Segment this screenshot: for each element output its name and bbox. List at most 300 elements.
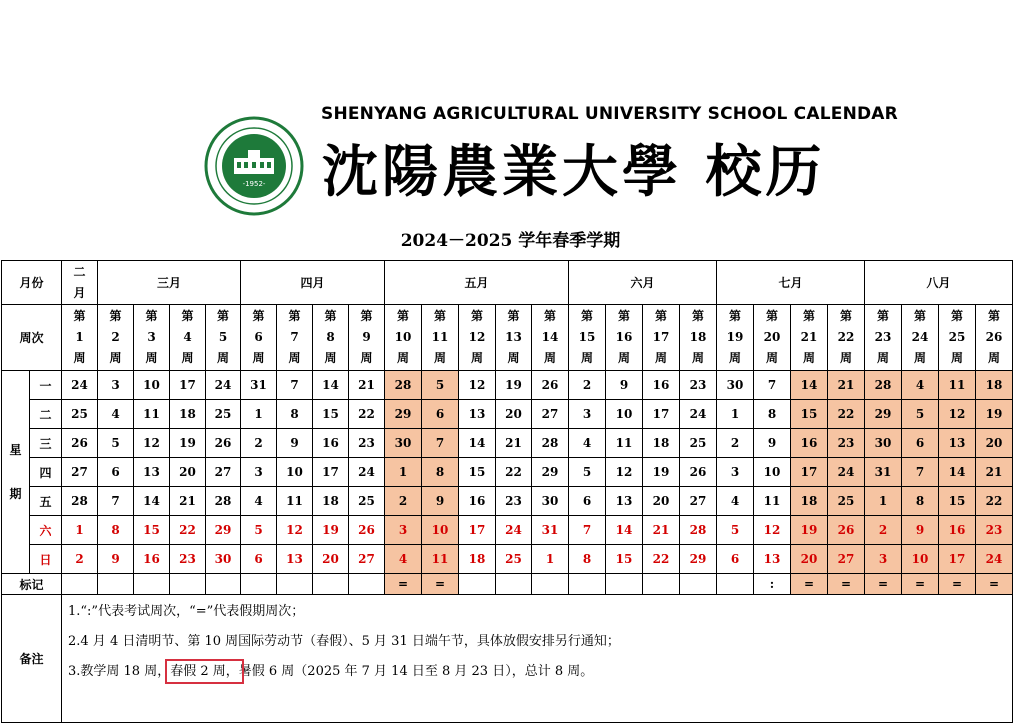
day-cell: 20 [496, 400, 532, 429]
day-cell: 17 [459, 516, 496, 545]
day-cell: 31 [865, 458, 902, 487]
mark-cell [606, 574, 643, 595]
week-number-header [902, 305, 939, 371]
day-cell: 8 [569, 545, 606, 574]
week-number: 9 [362, 330, 371, 344]
svg-text:-1952-: -1952- [242, 180, 266, 188]
day-cell: 1 [385, 458, 422, 487]
day-cell: 31 [241, 371, 277, 400]
week-number-header [717, 305, 754, 371]
week-number: 8 [326, 330, 335, 344]
day-cell: 5 [241, 516, 277, 545]
week-suffix: 周 [839, 351, 852, 365]
day-cell: 30 [206, 545, 241, 574]
day-cell: 3 [569, 400, 606, 429]
week-number-header [277, 305, 313, 371]
week-number: 4 [183, 330, 192, 344]
mark-cell [459, 574, 496, 595]
day-cell: 23 [170, 545, 206, 574]
day-cell: 26 [206, 429, 241, 458]
week-prefix: 第 [181, 309, 194, 323]
day-cell: 25 [496, 545, 532, 574]
mark-cell: : [754, 574, 791, 595]
mark-cell: = [385, 574, 422, 595]
day-cell: 27 [206, 458, 241, 487]
day-cell: 18 [643, 429, 680, 458]
day-cell: 19 [791, 516, 828, 545]
day-cell: 13 [939, 429, 976, 458]
note-line-3 [68, 657, 1012, 687]
day-cell: 18 [459, 545, 496, 574]
day-cell: 5 [902, 400, 939, 429]
day-cell: 24 [206, 371, 241, 400]
day-cell: 17 [170, 371, 206, 400]
day-cell: 25 [206, 400, 241, 429]
month-header: 六月 [569, 261, 717, 305]
week-prefix: 第 [765, 309, 778, 323]
week-prefix: 第 [728, 309, 741, 323]
day-cell: 20 [791, 545, 828, 574]
day-cell: 28 [385, 371, 422, 400]
week-prefix: 第 [987, 309, 1000, 323]
mark-cell: = [939, 574, 976, 595]
day-cell: 3 [717, 458, 754, 487]
week-suffix: 周 [987, 351, 1000, 365]
week-number: 14 [541, 330, 559, 344]
day-cell: 2 [385, 487, 422, 516]
day-cell: 29 [865, 400, 902, 429]
week-prefix: 第 [324, 309, 337, 323]
day-cell: 9 [98, 545, 134, 574]
day-cell: 3 [385, 516, 422, 545]
week-prefix: 第 [913, 309, 926, 323]
mark-cell: = [865, 574, 902, 595]
day-cell: 12 [134, 429, 170, 458]
mark-cell: = [976, 574, 1013, 595]
week-prefix: 第 [216, 309, 229, 323]
week-suffix: 周 [396, 351, 409, 365]
week-prefix: 第 [580, 309, 593, 323]
week-suffix: 周 [580, 351, 593, 365]
day-cell: 16 [939, 516, 976, 545]
mark-cell [134, 574, 170, 595]
day-cell: 30 [717, 371, 754, 400]
week-suffix: 周 [543, 351, 556, 365]
day-cell: 13 [459, 400, 496, 429]
day-cell: 23 [976, 516, 1013, 545]
note-3-pre: 3.教学周 18 周， [68, 664, 171, 679]
day-cell: 19 [643, 458, 680, 487]
note-line-2: 2.4 月 4 日清明节、第 10 周国际劳动节（春假）、5 月 31 日端午节，具体放假安排另行通知； [68, 634, 620, 649]
day-cell: 20 [976, 429, 1013, 458]
month-header: 五月 [385, 261, 569, 305]
day-cell: 26 [828, 516, 865, 545]
day-cell: 7 [754, 371, 791, 400]
day-cell: 2 [62, 545, 98, 574]
day-cell: 22 [496, 458, 532, 487]
week-prefix: 第 [543, 309, 556, 323]
week-number: 19 [726, 330, 744, 344]
day-cell: 4 [98, 400, 134, 429]
english-title: SHENYANG AGRICULTURAL UNIVERSITY SCHOOL CALENDAR [321, 104, 898, 124]
weekday-side-label [2, 371, 30, 574]
day-cell: 5 [98, 429, 134, 458]
week-prefix: 第 [433, 309, 446, 323]
week-prefix: 第 [617, 309, 630, 323]
mark-cell: = [828, 574, 865, 595]
day-cell: 13 [134, 458, 170, 487]
day-cell: 7 [422, 429, 459, 458]
week-number-header [606, 305, 643, 371]
day-cell: 27 [680, 487, 717, 516]
week-number: 6 [254, 330, 263, 344]
day-cell: 27 [349, 545, 385, 574]
week-prefix: 第 [252, 309, 265, 323]
day-cell: 23 [496, 487, 532, 516]
day-cell: 16 [791, 429, 828, 458]
day-cell: 14 [606, 516, 643, 545]
mark-cell [496, 574, 532, 595]
day-cell: 4 [241, 487, 277, 516]
day-cell: 27 [828, 545, 865, 574]
day-cell: 20 [170, 458, 206, 487]
day-cell: 21 [828, 371, 865, 400]
day-cell: 22 [643, 545, 680, 574]
note-line-1: 1.“:”代表考试周次，“=”代表假期周次； [68, 604, 305, 619]
week-suffix: 周 [913, 351, 926, 365]
day-cell: 19 [496, 371, 532, 400]
week-number: 12 [468, 330, 486, 344]
month-label: 月份 [2, 261, 62, 305]
week-number: 26 [985, 330, 1003, 344]
day-cell: 2 [717, 429, 754, 458]
day-cell: 12 [277, 516, 313, 545]
day-cell: 14 [313, 371, 349, 400]
week-prefix: 第 [876, 309, 889, 323]
day-cell: 28 [680, 516, 717, 545]
day-cell: 25 [828, 487, 865, 516]
day-cell: 15 [939, 487, 976, 516]
day-cell: 8 [422, 458, 459, 487]
day-cell: 24 [828, 458, 865, 487]
day-cell: 25 [680, 429, 717, 458]
week-number-header [828, 305, 865, 371]
day-cell: 12 [606, 458, 643, 487]
week-prefix: 第 [691, 309, 704, 323]
week-suffix: 周 [876, 351, 889, 365]
week-number: 23 [874, 330, 892, 344]
university-logo [204, 116, 304, 216]
day-cell: 17 [643, 400, 680, 429]
mark-cell [98, 574, 134, 595]
weekday-label: 五 [30, 487, 62, 516]
day-cell: 9 [754, 429, 791, 458]
week-suffix: 周 [950, 351, 963, 365]
week-number-header [241, 305, 277, 371]
day-cell: 16 [134, 545, 170, 574]
weekday-label: 四 [30, 458, 62, 487]
day-cell: 21 [976, 458, 1013, 487]
week-number: 11 [431, 330, 449, 344]
day-cell: 24 [680, 400, 717, 429]
day-cell: 3 [865, 545, 902, 574]
week-prefix: 第 [360, 309, 373, 323]
day-cell: 8 [902, 487, 939, 516]
week-number: 10 [394, 330, 412, 344]
week-number: 3 [147, 330, 156, 344]
day-cell: 5 [422, 371, 459, 400]
day-cell: 21 [170, 487, 206, 516]
day-cell: 11 [939, 371, 976, 400]
week-prefix: 第 [145, 309, 158, 323]
day-cell: 6 [98, 458, 134, 487]
day-cell: 1 [865, 487, 902, 516]
week-number: 2 [111, 330, 120, 344]
day-cell: 26 [680, 458, 717, 487]
day-cell: 29 [680, 545, 717, 574]
day-cell: 19 [170, 429, 206, 458]
day-cell: 26 [62, 429, 98, 458]
week-number: 18 [689, 330, 707, 344]
weekday-label: 三 [30, 429, 62, 458]
week-number-header [976, 305, 1013, 371]
day-cell: 27 [62, 458, 98, 487]
chinese-title: 沈陽農業大學 校历 [322, 139, 826, 205]
day-cell: 10 [606, 400, 643, 429]
mark-cell: = [902, 574, 939, 595]
week-suffix: 周 [288, 351, 301, 365]
week-suffix: 周 [433, 351, 446, 365]
mark-cell [643, 574, 680, 595]
mark-cell: = [422, 574, 459, 595]
day-cell: 23 [680, 371, 717, 400]
week-number-header [422, 305, 459, 371]
day-cell: 12 [754, 516, 791, 545]
day-cell: 15 [791, 400, 828, 429]
week-number: 21 [800, 330, 818, 344]
mark-cell [569, 574, 606, 595]
day-cell: 23 [828, 429, 865, 458]
remarks-label: 备注 [2, 595, 62, 723]
day-cell: 15 [313, 400, 349, 429]
day-cell: 14 [791, 371, 828, 400]
mark-cell: = [791, 574, 828, 595]
day-cell: 14 [459, 429, 496, 458]
day-cell: 15 [459, 458, 496, 487]
week-prefix: 第 [109, 309, 122, 323]
day-cell: 2 [569, 371, 606, 400]
week-number-header [385, 305, 422, 371]
day-cell: 8 [277, 400, 313, 429]
day-cell: 1 [62, 516, 98, 545]
qi-label: 期 [9, 487, 22, 501]
day-cell: 17 [313, 458, 349, 487]
week-suffix: 周 [360, 351, 373, 365]
day-cell: 10 [134, 371, 170, 400]
week-suffix: 周 [252, 351, 265, 365]
week-suffix: 周 [765, 351, 778, 365]
day-cell: 10 [422, 516, 459, 545]
week-suffix: 周 [802, 351, 815, 365]
week-suffix: 周 [181, 351, 194, 365]
week-suffix: 周 [470, 351, 483, 365]
mark-cell [717, 574, 754, 595]
mark-cell [206, 574, 241, 595]
week-suffix: 周 [728, 351, 741, 365]
day-cell: 24 [62, 371, 98, 400]
day-cell: 21 [643, 516, 680, 545]
week-number-header [569, 305, 606, 371]
week-suffix: 周 [73, 351, 86, 365]
week-number-header [791, 305, 828, 371]
mark-cell [313, 574, 349, 595]
week-number-header [865, 305, 902, 371]
day-cell: 9 [606, 371, 643, 400]
day-cell: 13 [277, 545, 313, 574]
day-cell: 17 [939, 545, 976, 574]
month-header: 三月 [98, 261, 241, 305]
day-cell: 28 [206, 487, 241, 516]
day-cell: 3 [98, 371, 134, 400]
week-number: 5 [218, 330, 228, 344]
week-suffix: 周 [216, 351, 229, 365]
week-number-header [349, 305, 385, 371]
week-suffix: 周 [145, 351, 158, 365]
day-cell: 18 [791, 487, 828, 516]
day-cell: 11 [754, 487, 791, 516]
mark-cell [170, 574, 206, 595]
day-cell: 28 [532, 429, 569, 458]
day-cell: 9 [277, 429, 313, 458]
week-prefix: 第 [654, 309, 667, 323]
day-cell: 1 [717, 400, 754, 429]
mark-cell [680, 574, 717, 595]
day-cell: 30 [532, 487, 569, 516]
day-cell: 6 [241, 545, 277, 574]
day-cell: 24 [349, 458, 385, 487]
day-cell: 21 [496, 429, 532, 458]
day-cell: 25 [62, 400, 98, 429]
day-cell: 10 [902, 545, 939, 574]
week-number-header [496, 305, 532, 371]
day-cell: 25 [349, 487, 385, 516]
week-number: 13 [505, 330, 522, 344]
day-cell: 9 [902, 516, 939, 545]
week-prefix: 第 [288, 309, 301, 323]
week-number-header [532, 305, 569, 371]
day-cell: 21 [349, 371, 385, 400]
day-cell: 15 [134, 516, 170, 545]
day-cell: 13 [754, 545, 791, 574]
week-number-header [459, 305, 496, 371]
week-suffix: 周 [617, 351, 630, 365]
day-cell: 8 [754, 400, 791, 429]
day-cell: 10 [754, 458, 791, 487]
day-cell: 16 [313, 429, 349, 458]
week-number-header [134, 305, 170, 371]
day-cell: 27 [532, 400, 569, 429]
day-cell: 20 [643, 487, 680, 516]
week-suffix: 周 [654, 351, 667, 365]
day-cell: 16 [459, 487, 496, 516]
week-number: 22 [837, 330, 855, 344]
week-prefix: 第 [802, 309, 815, 323]
day-cell: 26 [349, 516, 385, 545]
month-header-char: 二 月 [73, 264, 86, 300]
day-cell: 6 [902, 429, 939, 458]
day-cell: 7 [569, 516, 606, 545]
day-cell: 9 [422, 487, 459, 516]
mark-label: 标记 [2, 574, 62, 595]
day-cell: 3 [241, 458, 277, 487]
day-cell: 10 [277, 458, 313, 487]
day-cell: 29 [206, 516, 241, 545]
day-cell: 5 [717, 516, 754, 545]
day-cell: 4 [717, 487, 754, 516]
term-title: 2024－2025 学年春季学期 [400, 231, 621, 251]
day-cell: 5 [569, 458, 606, 487]
day-cell: 11 [134, 400, 170, 429]
xing-label: 星 [9, 443, 22, 457]
day-cell: 17 [791, 458, 828, 487]
day-cell: 30 [865, 429, 902, 458]
week-number-header [98, 305, 134, 371]
week-suffix: 周 [691, 351, 704, 365]
week-number: 15 [578, 330, 596, 344]
week-number-header [939, 305, 976, 371]
day-cell: 19 [313, 516, 349, 545]
week-number: 24 [911, 330, 929, 344]
month-header: 八月 [865, 261, 1013, 305]
mark-cell [532, 574, 569, 595]
calendar-table [1, 260, 1013, 723]
day-cell: 19 [976, 400, 1013, 429]
day-cell: 4 [385, 545, 422, 574]
week-number-header [206, 305, 241, 371]
mark-cell [62, 574, 98, 595]
day-cell: 2 [241, 429, 277, 458]
week-number-header [754, 305, 791, 371]
day-cell: 7 [98, 487, 134, 516]
week-number-header [680, 305, 717, 371]
week-number: 20 [763, 330, 781, 344]
day-cell: 29 [532, 458, 569, 487]
week-prefix: 第 [73, 309, 86, 323]
day-cell: 11 [277, 487, 313, 516]
week-prefix: 第 [950, 309, 963, 323]
day-cell: 20 [313, 545, 349, 574]
day-cell: 4 [902, 371, 939, 400]
spring-break-highlight: 春假 2 周， [170, 664, 239, 679]
day-cell: 28 [62, 487, 98, 516]
week-number-header [313, 305, 349, 371]
weekday-label: 二 [30, 400, 62, 429]
week-suffix: 周 [109, 351, 122, 365]
day-cell: 14 [134, 487, 170, 516]
week-suffix: 周 [507, 351, 520, 365]
day-cell: 31 [532, 516, 569, 545]
week-number: 7 [290, 330, 299, 344]
week-prefix: 第 [839, 309, 852, 323]
month-header: 七月 [717, 261, 865, 305]
week-number-header [643, 305, 680, 371]
day-cell: 7 [902, 458, 939, 487]
day-cell: 1 [532, 545, 569, 574]
day-cell: 22 [170, 516, 206, 545]
week-label: 周次 [2, 305, 62, 371]
day-cell: 16 [643, 371, 680, 400]
week-number: 25 [948, 330, 966, 344]
